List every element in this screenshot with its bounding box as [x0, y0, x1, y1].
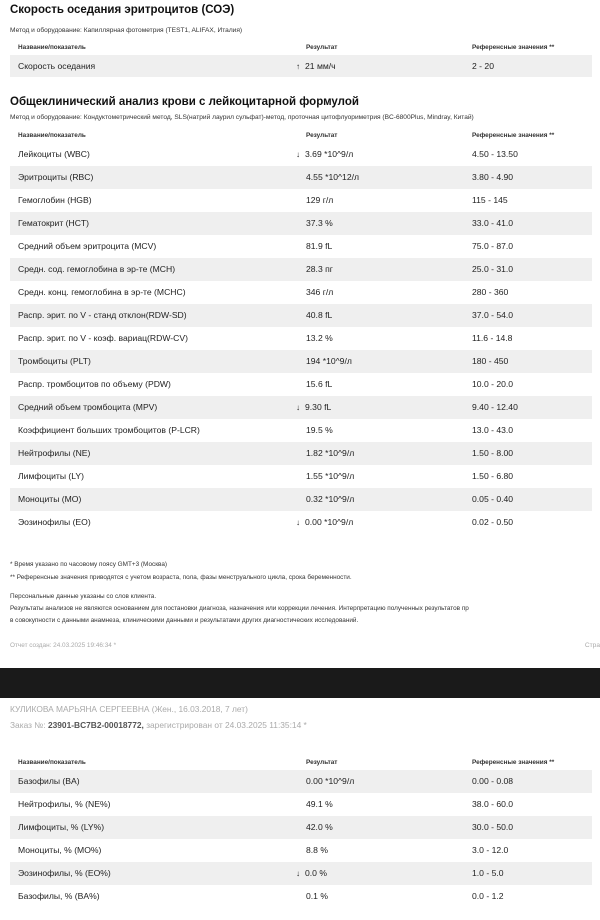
test-result	[296, 862, 327, 885]
test-reference: 0.02 - 0.50	[472, 517, 514, 527]
table-row	[10, 189, 592, 212]
test-result	[306, 166, 359, 189]
test-reference: 75.0 - 87.0	[472, 241, 514, 251]
test-result-value: 346 г/л	[306, 287, 334, 297]
test-result-value: 194 *10^9/л	[306, 356, 352, 366]
test-result-value: 129 г/л	[306, 195, 334, 205]
test-reference: 0.05 - 0.40	[472, 494, 514, 504]
test-reference: 9.40 - 12.40	[472, 402, 518, 412]
test-reference: 4.50 - 13.50	[472, 149, 518, 159]
table-row	[10, 511, 592, 534]
header-name: Название/показатель	[18, 132, 86, 139]
esr-table-header	[10, 44, 592, 54]
table-row	[10, 465, 592, 488]
patient-info: КУЛИКОВА МАРЬЯНА СЕРГЕЕВНА (Жен., 16.03.2018, 7 лет)	[10, 704, 248, 714]
table-row	[10, 862, 592, 885]
table-row	[10, 793, 592, 816]
test-name: Средн. сод. гемоглобина в эр-те (MCH)	[18, 264, 176, 274]
test-result-value: 19.5 %	[306, 425, 333, 435]
test-result-value: 0.1 %	[306, 891, 328, 901]
note-disclaimer-cont: в совокупности с данными анамнеза, клиническими данными и результатами других диагностических исследований.	[10, 617, 359, 624]
test-result-value: 37.3 %	[306, 218, 333, 228]
cbc-method: Метод и оборудование: Кондуктометрический метод, SLS(натрий лаурил сульфат)-метод, проточная цитофлуориметрия (BC-6800Plus, Mindray, Китай)	[10, 114, 474, 121]
test-name: Моноциты, % (MO%)	[18, 845, 102, 855]
test-reference: 1.50 - 6.80	[472, 471, 514, 481]
header-name: Название/показатель	[18, 759, 86, 766]
report-page-2	[0, 698, 600, 920]
table-row	[10, 55, 592, 77]
test-result	[306, 442, 354, 465]
test-name: Распр. эрит. по V - станд отклон(RDW-SD)	[18, 310, 187, 320]
test-result	[306, 281, 333, 304]
esr-section-title: Скорость оседания эритроцитов (СОЭ)	[10, 4, 235, 16]
arrow-up-icon: ↑	[296, 62, 300, 71]
table-row	[10, 327, 592, 350]
order-registered: зарегистрирован от 24.03.2025 11:35:14 *	[146, 720, 307, 730]
test-reference: 280 - 360	[472, 287, 509, 297]
header-result: Результат	[306, 132, 338, 139]
note-timezone: * Время указано по часовому поясу GMT+3 (Москва)	[10, 561, 168, 568]
test-name: Средний объем эритроцита (MCV)	[18, 241, 157, 251]
test-name: Коэффициент больших тромбоцитов (P-LCR)	[18, 425, 200, 435]
note-reference: ** Референсные значения приводятся с учетом возраста, пола, фазы менструального цикла, срока беременности.	[10, 574, 352, 581]
test-result	[296, 396, 332, 419]
test-result	[306, 350, 352, 373]
arrow-down-icon: ↓	[296, 150, 300, 159]
table-row	[10, 350, 592, 373]
table-row	[10, 373, 592, 396]
page2-table-header	[10, 759, 592, 769]
table-row	[10, 281, 592, 304]
test-reference: 30.0 - 50.0	[472, 822, 514, 832]
test-name: Базофилы (BA)	[18, 776, 80, 786]
header-reference: Референсные значения **	[472, 44, 555, 51]
test-reference: 2 - 20	[472, 61, 494, 71]
test-reference: 3.0 - 12.0	[472, 845, 509, 855]
test-name: Гемоглобин (HGB)	[18, 195, 92, 205]
cbc-table-header	[10, 132, 592, 142]
test-result	[306, 235, 332, 258]
test-result-value: 9.30 fL	[305, 402, 332, 412]
test-reference: 115 - 145	[472, 195, 508, 205]
test-name: Средний объем тромбоцита (MPV)	[18, 402, 158, 412]
test-result-value: 15.6 fL	[306, 379, 333, 389]
test-reference: 11.6 - 14.8	[472, 333, 513, 343]
order-label: Заказ №:	[10, 720, 46, 730]
header-reference: Референсные значения **	[472, 759, 555, 766]
test-result-value: 21 мм/ч	[305, 61, 336, 71]
test-name: Моноциты (MO)	[18, 494, 82, 504]
test-reference: 0.0 - 1.2	[472, 891, 504, 901]
cbc-section-title: Общеклинический анализ крови с лейкоцитарной формулой	[10, 96, 359, 108]
test-name: Эозинофилы, % (EO%)	[18, 868, 111, 878]
test-result-value: 81.9 fL	[306, 241, 333, 251]
test-result-value: 3.69 *10^9/л	[305, 149, 354, 159]
table-row	[10, 488, 592, 511]
test-result-value: 8.8 %	[306, 845, 328, 855]
test-result	[306, 488, 354, 511]
esr-method: Метод и оборудование: Капиллярная фотометрия (TEST1, ALIFAX, Италия)	[10, 27, 243, 34]
test-result	[306, 770, 354, 793]
test-result-value: 1.82 *10^9/л	[306, 448, 355, 458]
test-result-value: 40.8 fL	[306, 310, 333, 320]
test-result	[306, 304, 332, 327]
table-row	[10, 143, 592, 166]
test-reference: 10.0 - 20.0	[472, 379, 514, 389]
test-name: Скорость оседания	[18, 61, 96, 71]
test-result-value: 42.0 %	[306, 822, 333, 832]
order-number: 23901-BC7B2-00018772,	[47, 720, 144, 730]
test-result-value: 13.2 %	[306, 333, 333, 343]
table-row	[10, 166, 592, 189]
table-row	[10, 839, 592, 862]
test-reference: 25.0 - 31.0	[472, 264, 514, 274]
report-created: Отчет создан: 24.03.2025 19:46:34 *	[10, 642, 117, 649]
test-result	[296, 143, 354, 166]
test-result	[296, 55, 336, 78]
note-personal-data: Персональные данные указаны со слов клиента.	[10, 593, 157, 600]
test-name: Эритроциты (RBC)	[18, 172, 94, 182]
test-result	[306, 419, 333, 442]
test-name: Нейтрофилы, % (NE%)	[18, 799, 111, 809]
test-reference: 13.0 - 43.0	[472, 425, 514, 435]
test-result	[306, 258, 333, 281]
header-result: Результат	[306, 44, 338, 51]
test-result	[306, 793, 333, 816]
header-reference: Референсные значения **	[472, 132, 555, 139]
test-name: Эозинофилы (EO)	[18, 517, 91, 527]
test-name: Лимфоциты (LY)	[18, 471, 85, 481]
test-reference: 1.0 - 5.0	[472, 868, 504, 878]
note-disclaimer: Результаты анализов не являются основанием для постановки диагноза, назначения или коррекции лечения. Интерпретацию полученных результатов пр	[10, 605, 469, 612]
arrow-down-icon: ↓	[296, 518, 300, 527]
test-reference: 0.00 - 0.08	[472, 776, 514, 786]
test-reference: 38.0 - 60.0	[472, 799, 514, 809]
table-row	[10, 419, 592, 442]
test-result	[306, 816, 333, 839]
test-result-value: 28.3 пг	[306, 264, 333, 274]
test-result	[306, 373, 332, 396]
test-reference: 180 - 450	[472, 356, 509, 366]
test-result-value: 0.32 *10^9/л	[306, 494, 355, 504]
test-name: Распр. эрит. по V - коэф. вариац(RDW-CV)	[18, 333, 188, 343]
test-reference: 37.0 - 54.0	[472, 310, 514, 320]
test-reference: 3.80 - 4.90	[472, 172, 514, 182]
test-name: Лимфоциты, % (LY%)	[18, 822, 105, 832]
arrow-down-icon: ↓	[296, 869, 300, 878]
header-result: Результат	[306, 759, 338, 766]
test-name: Распр. тромбоцитов по объему (PDW)	[18, 379, 171, 389]
test-result	[306, 327, 333, 350]
table-row	[10, 770, 592, 793]
test-result-value: 0.0 %	[305, 868, 327, 878]
table-row	[10, 396, 592, 419]
header-name: Название/показатель	[18, 44, 86, 51]
test-reference: 33.0 - 41.0	[472, 218, 514, 228]
table-row	[10, 304, 592, 327]
test-reference: 1.50 - 8.00	[472, 448, 514, 458]
test-result	[306, 212, 333, 235]
table-row	[10, 258, 592, 281]
test-result-value: 0.00 *10^9/л	[305, 517, 354, 527]
page-number-label: Стра	[584, 642, 600, 649]
table-row	[10, 816, 592, 839]
test-result-value: 4.55 *10^12/л	[306, 172, 360, 182]
test-result	[306, 885, 328, 908]
order-info	[10, 720, 307, 730]
test-name: Лейкоциты (WBC)	[18, 149, 90, 159]
test-name: Тромбоциты (PLT)	[18, 356, 91, 366]
test-result-value: 1.55 *10^9/л	[306, 471, 355, 481]
test-name: Гематокрит (HCT)	[18, 218, 90, 228]
test-result-value: 0.00 *10^9/л	[306, 776, 355, 786]
test-result	[306, 839, 328, 862]
test-name: Базофилы, % (BA%)	[18, 891, 100, 901]
table-row	[10, 885, 592, 908]
arrow-down-icon: ↓	[296, 403, 300, 412]
test-name: Нейтрофилы (NE)	[18, 448, 91, 458]
test-result-value: 49.1 %	[306, 799, 333, 809]
test-result	[306, 465, 354, 488]
table-row	[10, 235, 592, 258]
table-row	[10, 212, 592, 235]
table-row	[10, 442, 592, 465]
test-name: Средн. конц. гемоглобина в эр-те (MCHC)	[18, 287, 186, 297]
test-result	[296, 511, 354, 534]
test-result	[306, 189, 333, 212]
page-separator	[0, 668, 600, 698]
